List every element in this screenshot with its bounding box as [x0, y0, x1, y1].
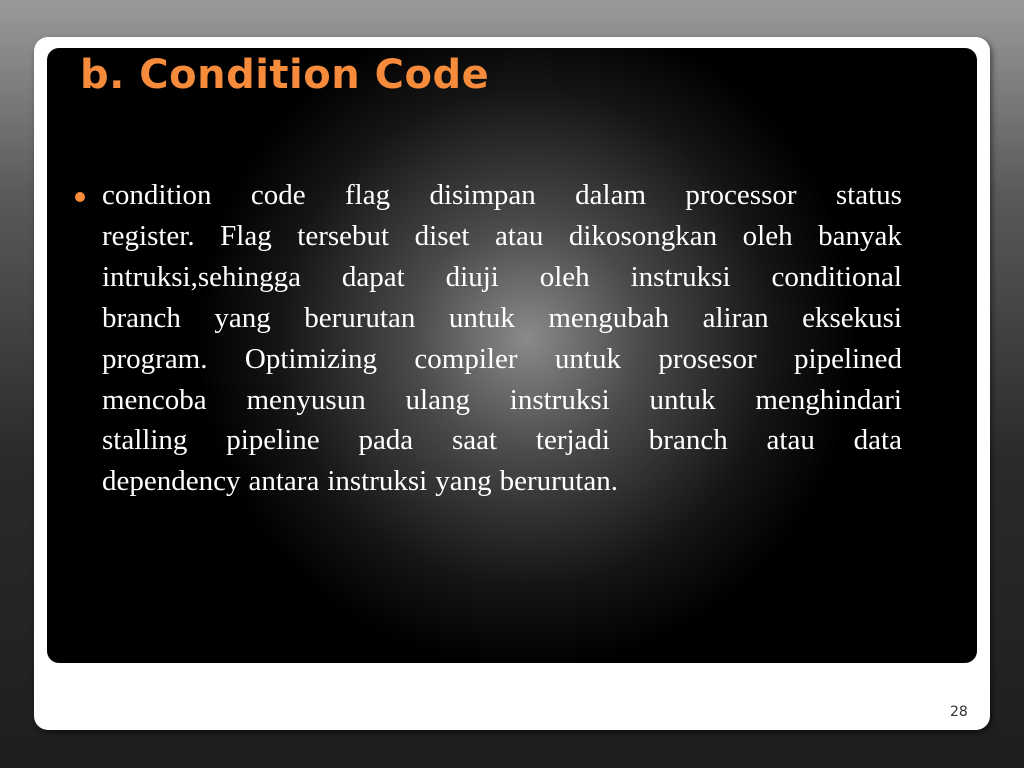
word: code	[250, 179, 306, 211]
page-number: 28	[950, 704, 968, 720]
word: oleh	[742, 219, 793, 252]
word: flag	[345, 179, 391, 211]
word: tersebut	[297, 219, 390, 252]
word: instruksi	[630, 260, 731, 293]
word: eksekusi	[802, 301, 902, 334]
word: Optimizing	[244, 342, 378, 375]
word: pipeline	[226, 424, 320, 457]
paragraph-line	[102, 339, 902, 380]
word: terjadi	[535, 424, 610, 457]
word: antara	[248, 465, 320, 498]
word: prosesor	[658, 342, 757, 375]
word: status	[835, 179, 902, 211]
word: yang	[214, 301, 271, 334]
word: branch	[648, 424, 728, 457]
paragraph-line	[102, 461, 902, 502]
word: diuji	[445, 260, 499, 293]
word: mencoba	[102, 383, 207, 416]
word: Flag	[220, 219, 272, 252]
word: yang	[435, 465, 492, 498]
word: diset	[414, 219, 470, 252]
bullet-paragraph	[102, 175, 902, 502]
slide-title: b. Condition Code	[80, 52, 490, 98]
word: processor	[685, 179, 797, 211]
word: menghindari	[755, 383, 902, 416]
word: aliran	[702, 301, 769, 334]
word: condition	[102, 179, 212, 211]
word: disimpan	[429, 179, 536, 211]
paragraph-line	[102, 298, 902, 339]
word: dalam	[575, 179, 647, 211]
word: saat	[452, 424, 498, 457]
word: berurutan.	[499, 465, 618, 498]
word: dikosongkan	[568, 219, 718, 252]
word: pipelined	[794, 342, 902, 375]
word: instruksi	[509, 383, 610, 416]
paragraph-line	[102, 380, 902, 421]
bullet-icon	[75, 192, 85, 202]
word: untuk	[649, 383, 716, 416]
word: atau	[766, 424, 815, 457]
word: dependency	[102, 465, 241, 498]
paragraph-line	[102, 216, 902, 257]
word: instruksi	[327, 465, 428, 498]
word: data	[853, 424, 902, 457]
paragraph-line	[102, 257, 902, 298]
word: untuk	[554, 342, 621, 375]
word: banyak	[818, 219, 902, 252]
word: atau	[495, 219, 544, 252]
word: menyusun	[246, 383, 366, 416]
word: program.	[102, 342, 208, 375]
word: mengubah	[548, 301, 670, 334]
paragraph-line	[102, 175, 902, 216]
word: berurutan	[304, 301, 416, 334]
word: conditional	[771, 260, 902, 293]
word: dapat	[341, 260, 405, 293]
word: intruksi,sehingga	[102, 260, 301, 293]
word: oleh	[539, 260, 590, 293]
word: compiler	[414, 342, 518, 375]
word: untuk	[448, 301, 515, 334]
word: stalling	[102, 424, 188, 457]
word: ulang	[405, 383, 470, 416]
paragraph-line	[102, 420, 902, 461]
word: branch	[102, 301, 181, 334]
word: pada	[358, 424, 414, 457]
word: register.	[102, 219, 195, 252]
